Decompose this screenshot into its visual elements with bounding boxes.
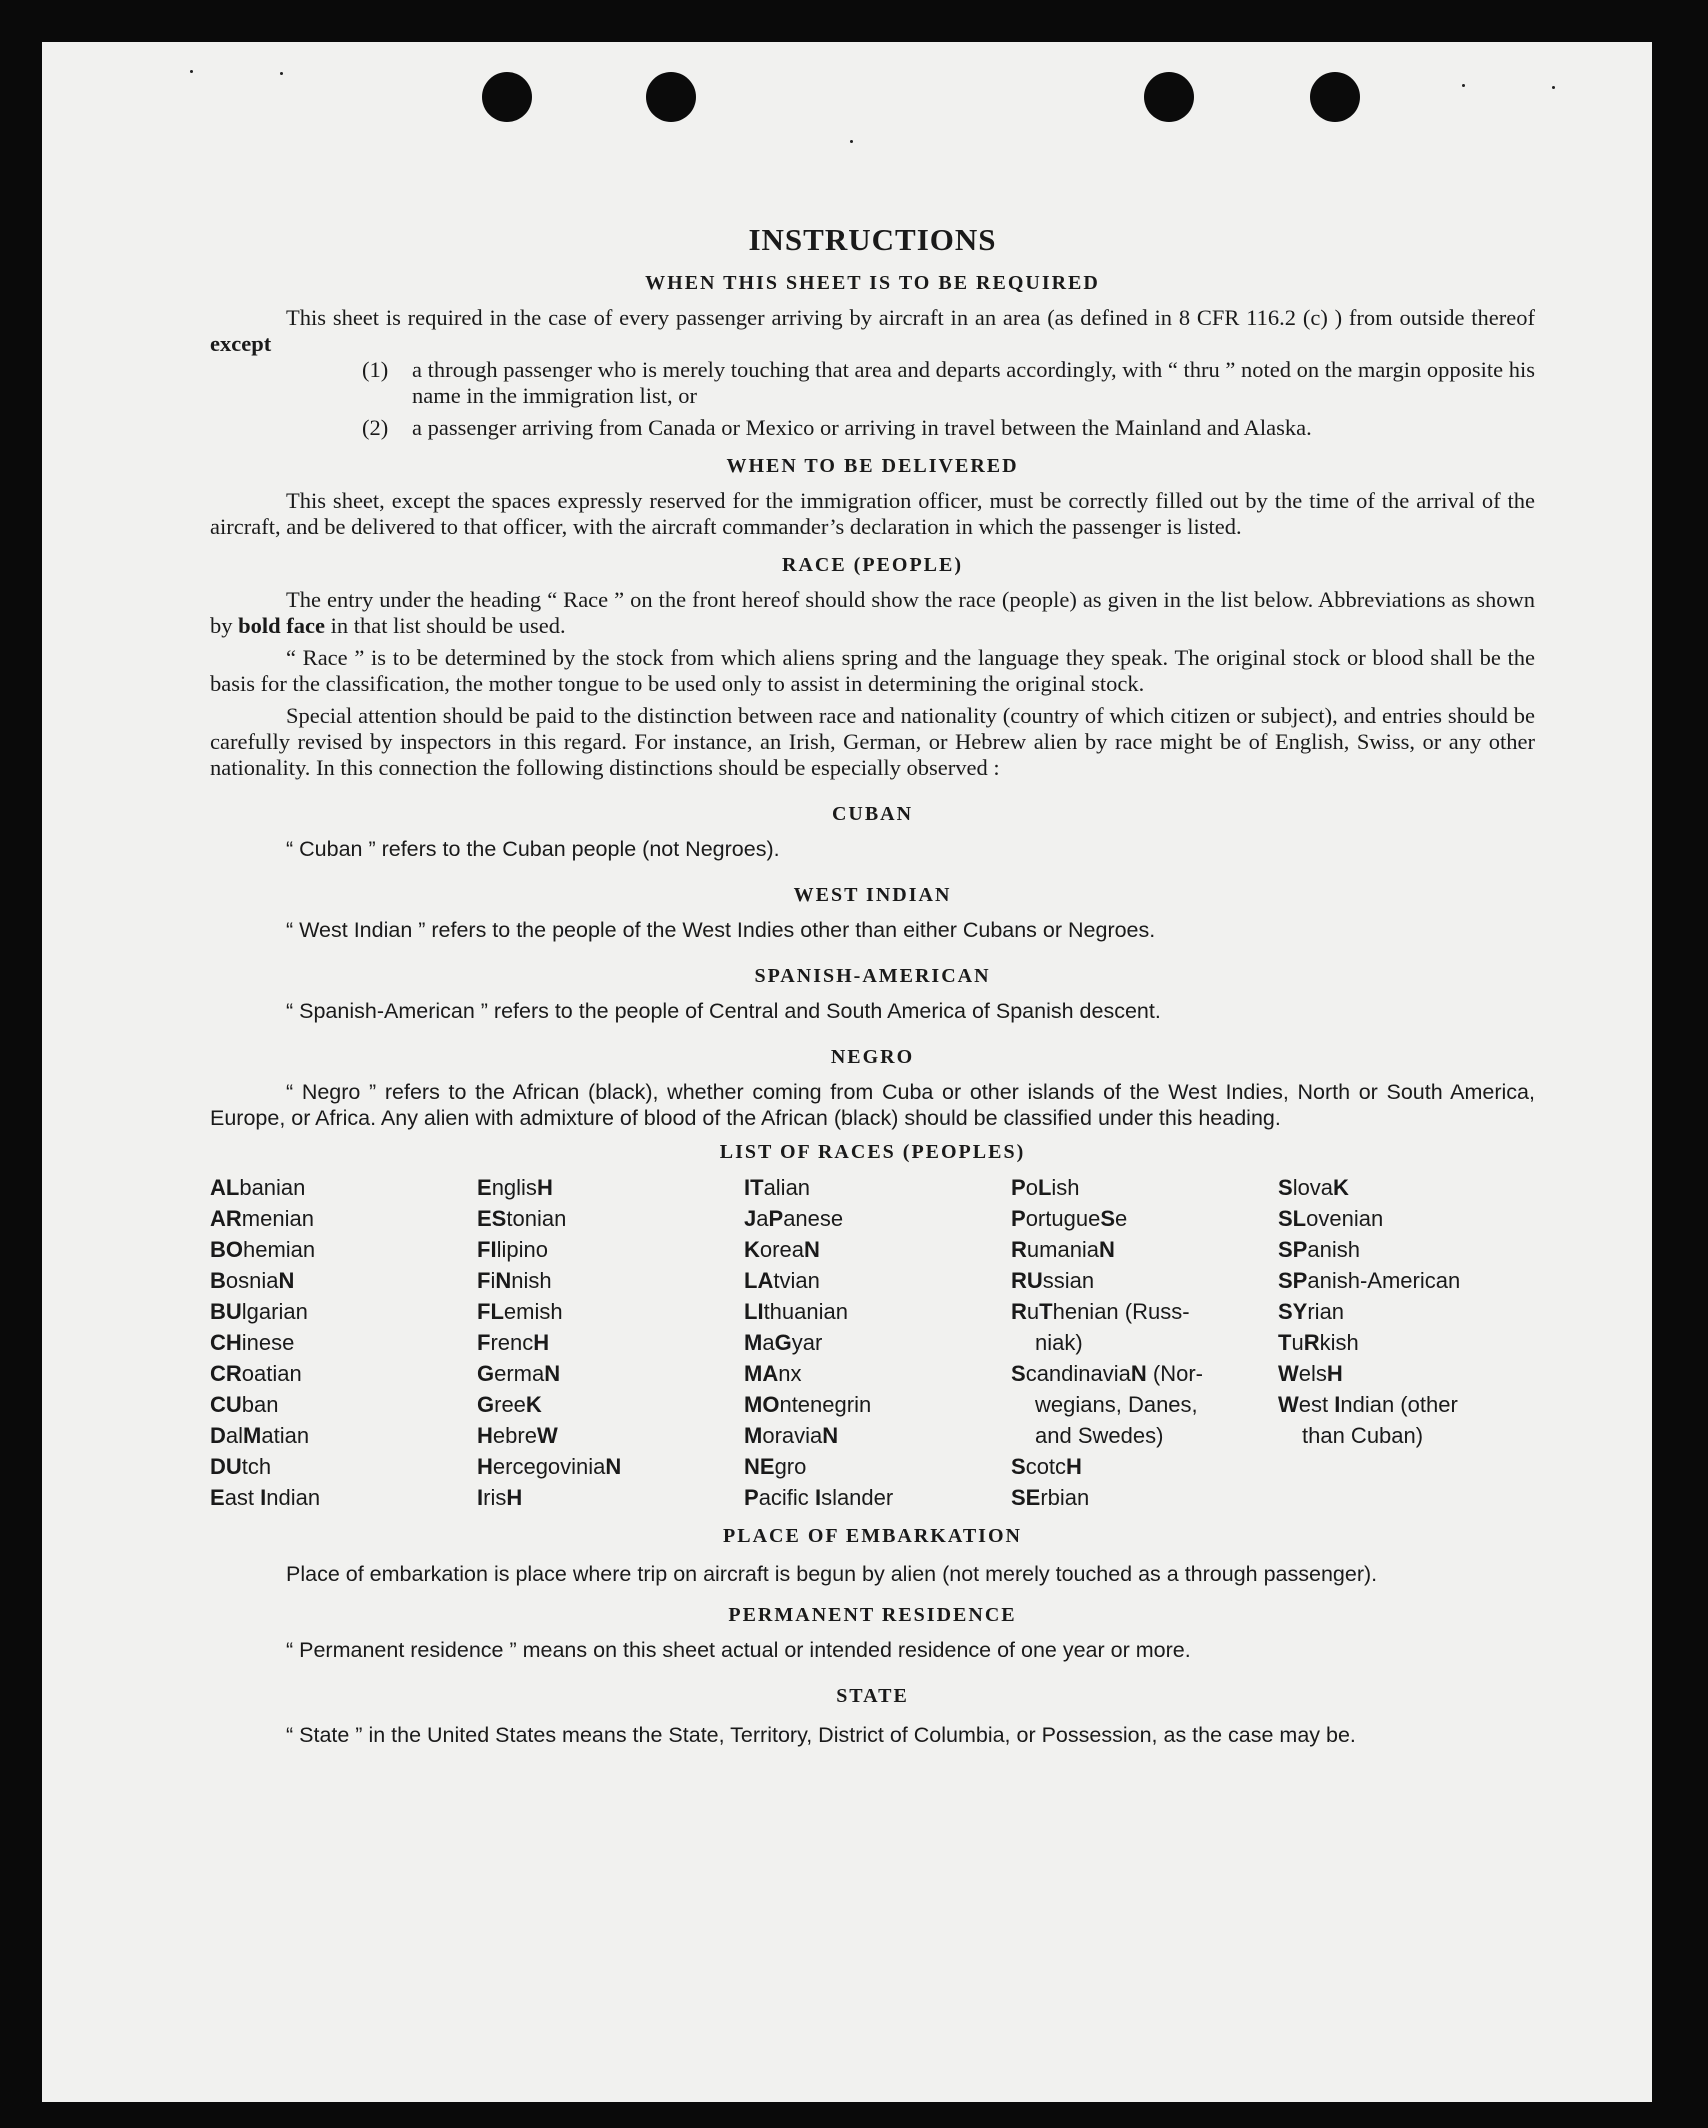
- race-text: ntenegrin: [779, 1392, 872, 1417]
- race-text: erma: [494, 1361, 545, 1386]
- race-text: u: [1291, 1330, 1304, 1355]
- race-abbrev: R: [1011, 1299, 1027, 1324]
- race-text: slander: [821, 1485, 894, 1510]
- race-abbrev: R: [1011, 1237, 1027, 1262]
- race-abbrev: I: [260, 1485, 267, 1510]
- heading-race: RACE (PEOPLE): [782, 554, 963, 576]
- race-abbrev: BO: [210, 1237, 243, 1262]
- race-abbrev: N: [495, 1268, 512, 1293]
- race-entry: [477, 1420, 744, 1451]
- race-abbrev: S: [1011, 1361, 1026, 1386]
- race-abbrev: N: [822, 1423, 839, 1448]
- race-entry: [744, 1358, 1011, 1389]
- race-text: kish: [1319, 1330, 1359, 1355]
- race-abbrev: MA: [744, 1361, 779, 1386]
- paragraph-required: [210, 305, 1535, 357]
- race-entry: [744, 1234, 1011, 1265]
- race-abbrev: G: [477, 1361, 495, 1386]
- race-abbrev: SY: [1278, 1299, 1308, 1324]
- race-entry: [1011, 1265, 1278, 1296]
- races-column: [477, 1172, 744, 1513]
- race-abbrev: FL: [477, 1299, 504, 1324]
- item-text: a passenger arriving from Canada or Mexico or arriving in travel between the Mainland and Alaska.: [412, 415, 1312, 440]
- race-abbrev: G: [477, 1392, 495, 1417]
- race-text: ssian: [1042, 1268, 1095, 1293]
- race-abbrev: LI: [744, 1299, 764, 1324]
- race-abbrev: CU: [210, 1392, 242, 1417]
- heading-residence: PERMANENT RESIDENCE: [728, 1604, 1017, 1626]
- race-text: candinavia: [1025, 1361, 1131, 1386]
- race-text: alian: [763, 1175, 811, 1200]
- race-abbrev: M: [744, 1330, 763, 1355]
- race-entry: [210, 1451, 477, 1482]
- race-entry: [744, 1420, 1011, 1451]
- race-text: els: [1298, 1361, 1327, 1386]
- race-text: inese: [241, 1330, 295, 1355]
- race-abbrev: S: [1011, 1454, 1026, 1479]
- race-text: tvian: [773, 1268, 820, 1293]
- race-entry: [1011, 1327, 1278, 1358]
- race-entry: [477, 1389, 744, 1420]
- race-text: yar: [791, 1330, 823, 1355]
- race-text: al: [225, 1423, 244, 1448]
- race-abbrev: K: [525, 1392, 542, 1417]
- race-abbrev: SE: [1011, 1485, 1041, 1510]
- race-text: gro: [774, 1454, 807, 1479]
- race-abbrev: L: [1037, 1175, 1052, 1200]
- race-entry: [1011, 1420, 1278, 1451]
- race-text: o: [1025, 1175, 1038, 1200]
- race-abbrev: T: [1278, 1330, 1292, 1355]
- race-abbrev: H: [533, 1330, 550, 1355]
- race-abbrev: ES: [477, 1206, 507, 1231]
- race-entry: [744, 1265, 1011, 1296]
- race-text: lgarian: [241, 1299, 308, 1324]
- race-abbrev: W: [1278, 1392, 1299, 1417]
- race-abbrev: S: [1100, 1206, 1115, 1231]
- race-entry: [1278, 1265, 1535, 1296]
- race-text: ebre: [492, 1423, 537, 1448]
- list-item: [362, 357, 1535, 409]
- race-text: ortugue: [1025, 1206, 1101, 1231]
- race-abbrev: N: [605, 1454, 622, 1479]
- race-entry: [1278, 1358, 1535, 1389]
- race-p1-bold: bold face: [238, 613, 325, 638]
- race-abbrev: IT: [744, 1175, 764, 1200]
- race-abbrev: N: [278, 1268, 295, 1293]
- race-text: u: [1026, 1299, 1040, 1324]
- race-abbrev: N: [544, 1361, 561, 1386]
- race-entry: [477, 1234, 744, 1265]
- heading-negro: NEGRO: [830, 1046, 915, 1068]
- required-intro: This sheet is required in the case of every passenger arriving by aircraft in an area (as defined in 8 CFR 116.2 (c) ) from outside thereof: [286, 305, 1535, 330]
- race-abbrev: N: [1099, 1237, 1115, 1262]
- race-text: est: [1298, 1392, 1335, 1417]
- race-text: ast: [224, 1485, 261, 1510]
- race-abbrev: P: [1011, 1175, 1026, 1200]
- speck: [850, 140, 853, 143]
- race-abbrev: AL: [210, 1175, 240, 1200]
- race-text: ban: [241, 1392, 279, 1417]
- race-entry: [744, 1389, 1011, 1420]
- paragraph-race-2: “ Race ” is to be determined by the stock from which aliens spring and the language they speak. The original stock or blood shall be the basis for the classification, the mother tongue to be used only to assist in determining the original stock.: [210, 645, 1535, 696]
- race-abbrev: D: [210, 1423, 226, 1448]
- race-text: nx: [778, 1361, 802, 1386]
- race-text: lova: [1292, 1175, 1334, 1200]
- punch-hole: [482, 72, 532, 122]
- race-text: wegians, Danes,: [1035, 1392, 1198, 1417]
- race-entry: [1011, 1234, 1278, 1265]
- race-abbrev: F: [477, 1330, 491, 1355]
- race-text: emish: [503, 1299, 563, 1324]
- race-text: ish: [1051, 1175, 1080, 1200]
- races-column: [1011, 1172, 1278, 1513]
- item-number: (2): [362, 415, 389, 440]
- race-text: lipino: [496, 1237, 548, 1262]
- race-entry: [477, 1265, 744, 1296]
- race-abbrev: I: [477, 1485, 484, 1510]
- race-entry: [1011, 1296, 1278, 1327]
- paragraph-embarkation: Place of embarkation is place where trip on aircraft is begun by alien (not merely touched as a through passenger).: [286, 1562, 1378, 1586]
- race-abbrev: SL: [1278, 1206, 1307, 1231]
- race-entry: [744, 1327, 1011, 1358]
- race-entry: [210, 1482, 477, 1513]
- item-text: a through passenger who is merely touching that area and departs accordingly, with “ thru ” noted on the margin opposite his name in the immigration list, or: [412, 357, 1535, 408]
- race-text: cotc: [1025, 1454, 1067, 1479]
- race-text: ndian (other: [1340, 1392, 1458, 1417]
- race-abbrev: T: [1039, 1299, 1053, 1324]
- race-entry: [477, 1172, 744, 1203]
- races-column: [1278, 1172, 1535, 1513]
- race-text: rian: [1307, 1299, 1345, 1324]
- heading-cuban: CUBAN: [831, 803, 914, 825]
- race-abbrev: H: [536, 1175, 553, 1200]
- race-abbrev: M: [744, 1423, 763, 1448]
- race-text: acific: [758, 1485, 815, 1510]
- paragraph-race-3: Special attention should be paid to the distinction between race and nationality (country of which citizen or subject), and entries should be carefully revised by inspectors in this regard. For instance, an Irish, German, or Hebrew alien by race might be of English, Swiss, or any other nationality. In this connection the following distinctions should be especially observed :: [210, 703, 1535, 780]
- race-abbrev: RU: [1011, 1268, 1043, 1293]
- race-entry: [744, 1451, 1011, 1482]
- race-text: ndian: [266, 1485, 321, 1510]
- race-text: anese: [783, 1206, 844, 1231]
- race-entry: [1011, 1389, 1278, 1420]
- race-entry: [477, 1482, 744, 1513]
- race-entry: [744, 1296, 1011, 1327]
- race-abbrev: H: [1326, 1361, 1343, 1386]
- paragraph-state: “ State ” in the United States means the State, Territory, District of Columbia, or Possession, as the case may be.: [286, 1723, 1356, 1747]
- race-abbrev: R: [1303, 1330, 1320, 1355]
- race-text: oatian: [241, 1361, 302, 1386]
- race-entry: [1011, 1482, 1278, 1513]
- race-abbrev: B: [210, 1268, 226, 1293]
- race-entry: [1278, 1172, 1535, 1203]
- punch-hole: [646, 72, 696, 122]
- speck: [1552, 86, 1555, 89]
- race-entry: [1278, 1203, 1535, 1234]
- race-text: than Cuban): [1302, 1423, 1424, 1448]
- race-entry: [1278, 1234, 1535, 1265]
- speck: [1462, 84, 1465, 87]
- race-entry: [1011, 1172, 1278, 1203]
- paragraph-spanish-american: “ Spanish-American ” refers to the people of Central and South America of Spanish descent.: [286, 999, 1161, 1023]
- race-text: ris: [483, 1485, 507, 1510]
- race-entry: [477, 1296, 744, 1327]
- race-text: tch: [241, 1454, 272, 1479]
- heading-west-indian: WEST INDIAN: [793, 884, 952, 906]
- races-column: [744, 1172, 1011, 1513]
- document-content: [210, 182, 1535, 1752]
- race-text: nish: [511, 1268, 552, 1293]
- document-sheet: [42, 42, 1652, 2102]
- race-entry: [210, 1296, 477, 1327]
- race-abbrev: SP: [1278, 1237, 1308, 1262]
- race-text: osnia: [225, 1268, 279, 1293]
- document-title: INSTRUCTIONS: [748, 222, 997, 257]
- speck: [190, 70, 193, 73]
- heading-required: WHEN THIS SHEET IS TO BE REQUIRED: [645, 272, 1100, 294]
- required-intro-bold: except: [210, 331, 272, 356]
- race-text: anish: [1307, 1237, 1360, 1262]
- race-text: umania: [1026, 1237, 1100, 1262]
- race-abbrev: NE: [744, 1454, 775, 1479]
- race-entry: [744, 1482, 1011, 1513]
- race-entry: [210, 1327, 477, 1358]
- heading-spanish-american: SPANISH-AMERICAN: [754, 965, 991, 987]
- race-text: nglis: [491, 1175, 537, 1200]
- race-text: ovenian: [1306, 1206, 1384, 1231]
- race-entry: [1278, 1296, 1535, 1327]
- race-text: anish-American: [1307, 1268, 1461, 1293]
- race-text: hemian: [243, 1237, 316, 1262]
- race-abbrev: FI: [477, 1237, 497, 1262]
- race-abbrev: I: [1334, 1392, 1341, 1417]
- race-text: orea: [759, 1237, 804, 1262]
- race-abbrev: DU: [210, 1454, 242, 1479]
- race-entry: [1011, 1358, 1278, 1389]
- race-text: thuanian: [763, 1299, 848, 1324]
- race-abbrev: H: [477, 1454, 493, 1479]
- race-text: a: [762, 1330, 775, 1355]
- race-abbrev: N: [1130, 1361, 1147, 1386]
- race-abbrev: MO: [744, 1392, 780, 1417]
- list-item: [362, 415, 1535, 441]
- race-abbrev: P: [768, 1206, 784, 1231]
- race-abbrev: I: [814, 1485, 822, 1510]
- race-abbrev: E: [477, 1175, 492, 1200]
- race-text: niak): [1035, 1330, 1083, 1355]
- race-entry: [744, 1172, 1011, 1203]
- race-abbrev: CH: [210, 1330, 242, 1355]
- race-abbrev: M: [243, 1423, 262, 1448]
- race-entry: [1278, 1389, 1535, 1420]
- race-text: oravia: [762, 1423, 823, 1448]
- race-abbrev: J: [744, 1206, 757, 1231]
- race-entry: [477, 1451, 744, 1482]
- race-text: rbian: [1040, 1485, 1090, 1510]
- race-entry: [477, 1203, 744, 1234]
- heading-delivered: WHEN TO BE DELIVERED: [726, 455, 1019, 477]
- race-entry: [477, 1327, 744, 1358]
- race-abbrev: F: [477, 1268, 491, 1293]
- race-entry: [1278, 1420, 1535, 1451]
- race-text: and Swedes): [1035, 1423, 1164, 1448]
- race-entry: [210, 1172, 477, 1203]
- race-text: ercegovinia: [492, 1454, 606, 1479]
- race-entry: [477, 1358, 744, 1389]
- race-entry: [1278, 1327, 1535, 1358]
- race-abbrev: SP: [1278, 1268, 1308, 1293]
- race-entry: [744, 1203, 1011, 1234]
- race-entry: [1011, 1203, 1278, 1234]
- race-entry: [210, 1265, 477, 1296]
- paragraph-west-indian: “ West Indian ” refers to the people of the West Indies other than either Cubans or Negroes.: [286, 918, 1156, 942]
- race-text: ree: [494, 1392, 526, 1417]
- race-entry: [1011, 1451, 1278, 1482]
- race-abbrev: W: [536, 1423, 558, 1448]
- race-abbrev: H: [506, 1485, 523, 1510]
- punch-hole: [1310, 72, 1360, 122]
- race-entry: [210, 1203, 477, 1234]
- race-text: menian: [241, 1206, 314, 1231]
- paragraph-delivered: This sheet, except the spaces expressly reserved for the immigration officer, must be correctly filled out by the time of the arrival of the aircraft, and be delivered to that officer, with the aircraft commander’s declaration in which the passenger is listed.: [210, 488, 1535, 539]
- race-text: henian (Russ-: [1052, 1299, 1190, 1324]
- paragraph-negro: “ Negro ” refers to the African (black), whether coming from Cuba or other islands of the West Indies, North or South America, Europe, or Africa. Any alien with admixture of blood of the African (black) should be classified under this heading.: [210, 1080, 1535, 1130]
- race-text: e: [1115, 1206, 1128, 1231]
- race-abbrev: BU: [210, 1299, 242, 1324]
- race-abbrev: P: [744, 1485, 759, 1510]
- race-p1-a: The entry under the heading “ Race ” on the front hereof should show the race (people) as given in the list below. Abbreviations as shown by: [210, 587, 1535, 638]
- race-abbrev: S: [1278, 1175, 1293, 1200]
- race-text: a: [756, 1206, 769, 1231]
- heading-list-of-races: LIST OF RACES (PEOPLES): [719, 1141, 1026, 1163]
- race-text: atian: [261, 1423, 310, 1448]
- speck: [280, 72, 283, 75]
- race-entry: [210, 1358, 477, 1389]
- race-abbrev: G: [774, 1330, 792, 1355]
- race-abbrev: E: [210, 1485, 225, 1510]
- race-abbrev: AR: [210, 1206, 242, 1231]
- race-abbrev: CR: [210, 1361, 242, 1386]
- races-column: [210, 1172, 477, 1513]
- race-abbrev: K: [744, 1237, 760, 1262]
- race-text: (Nor-: [1146, 1361, 1203, 1386]
- races-table: [210, 1172, 1535, 1513]
- race-entry: [210, 1389, 477, 1420]
- heading-embarkation: PLACE OF EMBARKATION: [723, 1525, 1022, 1547]
- race-entry: [210, 1420, 477, 1451]
- paragraph-cuban: “ Cuban ” refers to the Cuban people (not Negroes).: [286, 837, 780, 861]
- paragraph-race-1: [210, 587, 1535, 639]
- race-text: banian: [239, 1175, 306, 1200]
- race-text: i: [490, 1268, 496, 1293]
- race-abbrev: H: [477, 1423, 493, 1448]
- race-entry: [210, 1234, 477, 1265]
- race-abbrev: N: [803, 1237, 820, 1262]
- race-abbrev: K: [1333, 1175, 1349, 1200]
- race-text: renc: [490, 1330, 534, 1355]
- race-abbrev: P: [1011, 1206, 1026, 1231]
- punch-hole: [1144, 72, 1194, 122]
- race-abbrev: W: [1278, 1361, 1299, 1386]
- heading-state: STATE: [836, 1685, 909, 1707]
- race-abbrev: H: [1066, 1454, 1082, 1479]
- race-abbrev: LA: [744, 1268, 774, 1293]
- race-text: tonian: [506, 1206, 567, 1231]
- paragraph-residence: “ Permanent residence ” means on this sheet actual or intended residence of one year or more.: [286, 1638, 1191, 1662]
- race-p1-b: in that list should be used.: [330, 613, 566, 638]
- item-number: (1): [362, 357, 389, 382]
